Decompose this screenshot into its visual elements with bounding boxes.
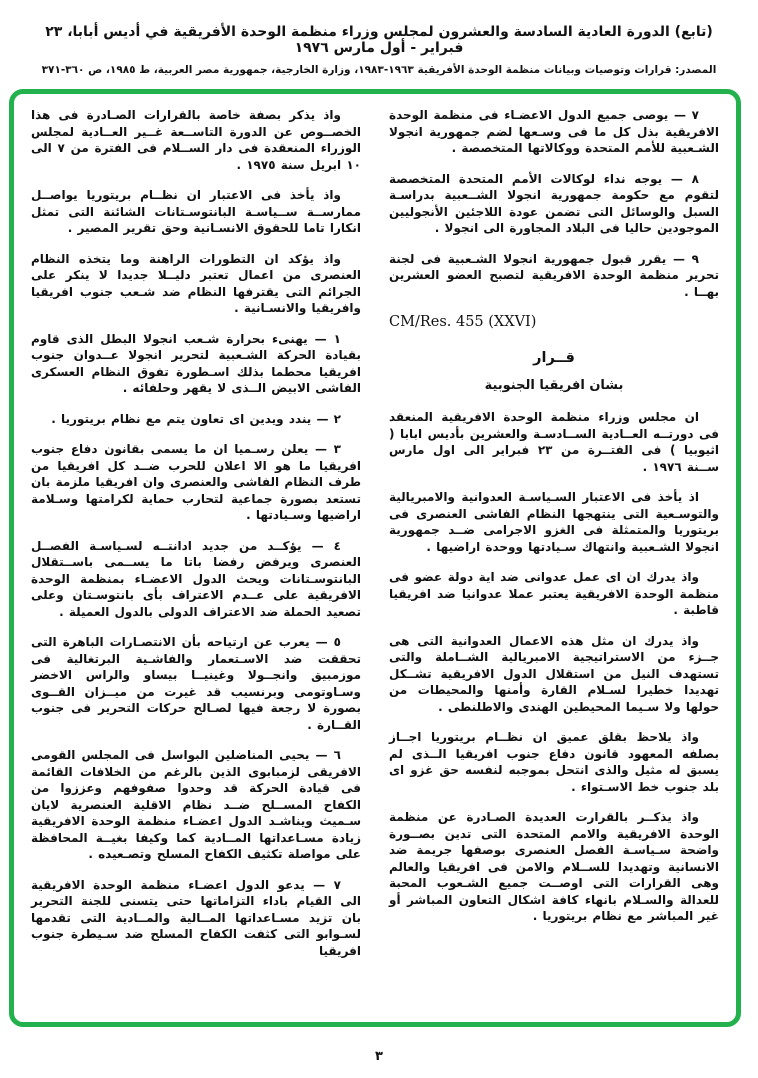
preamble-paragraph-5: واذ يلاحظ بقلق عميق ان نظــام بريتوريا اجــاز بصلفه المعهود قانون دفاع جنوب افريقيا الــذى لم يسبق له مثيل والذى انتحل بموجبه لنفسه حق غزو اى بلد جنوب خط الاسـتواء .	[389, 730, 719, 794]
preamble-paragraph-9: واذ يؤكد ان التطورات الراهنة وما يتخذه النظام العنصرى من اعمال تعتبر دليــلا جديدا لا ينكر على الجرائم التى يقترفها النظام ضد شـعب جنوب افريقيا وافريقيا والانسـانية .	[31, 251, 361, 315]
resolution-reference: CM/Res. 455 (XXVI)	[389, 314, 537, 330]
column-left	[31, 107, 361, 1012]
operative-paragraph-8-prev-resolution: ٨ — يوجه نداء لوكالات الأمم المتحدة المتخصصة لتقوم مع حكومة جمهورية انجولا الشــعبية بدراسـة السبل والوسائل التى تضمن عودة اللاجئين الأنجوليين الموجودين حاليا فى البلاد المجاورة الى انجولا .	[389, 171, 719, 235]
two-column-layout	[31, 107, 719, 1012]
source-citation: المصدر: قرارات وتوصيات وبيانات منظمة الوحدة الأفريقية ١٩٦٣-١٩٨٣، وزارة الخارجية، جمهورية مصر العربية، ط ١٩٨٥، ص ٣٦٠-٣٧١	[41, 64, 717, 76]
operative-paragraph-4: ٤ — يؤكــد من جديد ادانتــه لسـياسـة الفصــل العنصرى ويرفض رفضا باتا ما يســمى باســتقلال البانتوسـتانات ويحث الدول الاعضـاء بمنظمة الوحدة الافريقية على عــدم الاعتراف بأى بانتوسـتان وعلى تصعيد الحملة ضد الاعتراف الدولى بالدول العميلة .	[31, 538, 361, 619]
operative-paragraph-1: ١ — يهنىء بحرارة شـعب انجولا البطل الذى قاوم بقيادة الحركة الشـعبية لتحرير انجولا عــدوان جنوب افريقيا محطما بذلك اسـطورة تفوق النظام العسكرى الفاشى الابيض الــذى لا يقهر وحلفائه .	[31, 331, 361, 395]
column-right	[389, 107, 719, 1012]
green-border-content-box	[9, 89, 741, 1027]
operative-paragraph-6: ٦ — يحيى المناضلين البواسل فى المجلس القومى الافريقى لزمبابوى الذين بالرغم من الخلافات القائمة فى قيادة الحركة قد وحدوا صفوفهم وعززوا من الكفاح المســلح ضــد نظام الاقلية العنصرية لايان سـميث ويناشـد الدول اعضـاء منظمة الوحدة الافريقية زيادة مسـاعداتها المــادية كما وكيفا بغيــة المحافظة على مواصلة تكثيف الكفاح المسلح وتصـعيده .	[31, 748, 361, 861]
preamble-paragraph-2: اذ يأخذ فى الاعتبار السـياسـة العدوانية والامبريالية والتوسـعية التى ينتهجها النظام الفاشى العنصرى فى بريتوريا والمتمثلة فى الغزو الاجرامى ضــد جمهورية انجولا الشـعبية وانتهاك سـيادتها ووحدة اراضيها .	[389, 490, 719, 554]
operative-paragraph-7: ٧ — يدعو الدول اعضـاء منظمة الوحدة الافريقية الى القيام باداء التزاماتها حتى يتسنى للجنة التحرير بان تزيد مسـاعداتها المــالية والمــادية التى تقدمها لسـوابو التى كثفت الكفاح المسلح ضد سـيطرة جنوب افريقيا	[31, 877, 361, 958]
page-number: ٣	[375, 1049, 383, 1064]
resolution-subtitle: بشان افريقيا الجنوبية	[484, 378, 624, 393]
operative-paragraph-7-prev-resolution: ٧ — يوصى جميع الدول الاعضـاء فى منظمة الوحدة الافريقية بذل كل ما فى وسـعها لضم جمهورية انجولا الشـعبية للأمم المتحدة ووكالاتها المتخصصة .	[389, 108, 719, 155]
preamble-paragraph-3: واذ يدرك ان اى عمل عدوانى ضد اية دولة عضو فى منظمة الوحدة الافريقية يعتبر عملا عدوانيا ضد افريقيا قاطبة .	[389, 570, 719, 617]
operative-paragraph-2: ٢ — يندد ويدين اى تعاون يتم مع نظام بريتوريا .	[51, 411, 341, 426]
resolution-title: قــرار	[533, 350, 575, 366]
operative-paragraph-9-prev-resolution: ٩ — يقرر قبول جمهورية انجولا الشـعبية فى لجنة تحرير منظمة الوحدة الافريقية لتصبح العضو العشرين بهــا .	[389, 251, 719, 299]
operative-paragraph-5: ٥ — يعرب عن ارتياحه بأن الانتصـارات الباهرة التى تحققت ضد الاسـتعمار والفاشـية البرتغالية فى موزمبيق وانجــولا وغينيــا بيساو والراس الاخضر وسـاوتومى وبرنسيب قد غيرت من ميــزان القــوى بصورة لا رجعة فيها لصـالح حركات التحرير فى جنوب القــارة .	[31, 635, 361, 732]
preamble-paragraph-6: واذ يذكــر بالقرارت العديدة الصـادرة عن منظمة الوحدة الافريقية والامم المتحدة التى تدين بصــورة واضحة سـياسـة الفصل العنصرى بوصفها جريمة ضد الانسانية وتهديدا للســلام والامن فى افريقيا والعالم وهى القرارات التى اوصــت جميع الشـعوب المحبة للعدالة والسـلام بانهاء كافة اشكال التعاون المباشر أو غير المباشر مع نظام بريتوريا .	[389, 810, 719, 923]
preamble-paragraph-8: واذ يأخذ فى الاعتبار ان نظــام بريتوريا يواصــل ممارســة ســياسـة البانتوسـتانات الشائنة التى تمثل انكارا تاما للحقوق الانسـانية وحق تقرير المصير .	[31, 188, 361, 235]
document-header	[0, 0, 758, 76]
preamble-paragraph-7: واذ يذكر بصفة خاصة بالقرارات الصـادرة فى هذا الخصــوص عن الدورة التاســعة غــير العــادية لمجلس الوزراء المنعقدة فى دار الســلام فى الفترة من ٧ الى ١٠ ابريل سنة ١٩٧٥ .	[31, 108, 361, 172]
session-title: (تابع) الدورة العادية السادسة والعشرون لمجلس وزراء منظمة الوحدة الأفريقية في أديس أبابا، ٢٣ فبراير - أول مارس ١٩٧٦	[45, 24, 713, 56]
preamble-paragraph-4: واذ يدرك ان مثل هذه الاعمال العدوانية التى هى جــزء من الاستراتيجية الامبريالية الشــاملة والتى تستهدف النيل من استقلال الدول الافريقية تشــكل تهديدا خطيرا لسـلام القارة وأمنها والمحيطات من حولها ولا سـيما المحيطين الهندى والاطلنطى .	[389, 633, 719, 714]
operative-paragraph-3: ٣ — يعلن رسـميا ان ما يسمى بقانون دفاع جنوب افريقيا ما هو الا اعلان للحرب ضــد كل افريقيا من طرف النظام الفاشى والعنصرى وان افريقيا ملزمة بان تستعد بصورة جماعية لتحارب حماية لكرامتها وسـلامة اراضيها وسـيادتها .	[31, 442, 361, 522]
preamble-paragraph-1: ان مجلس وزراء منظمة الوحدة الافريقية المنعقد فى دورتــه العــادية الســادسـة والعشرين بأديس ابابا ( اثيوبيا ) فى الفتــرة من ٢٣ فبراير الى اول مارس ســنة ١٩٧٦ .	[389, 410, 719, 474]
